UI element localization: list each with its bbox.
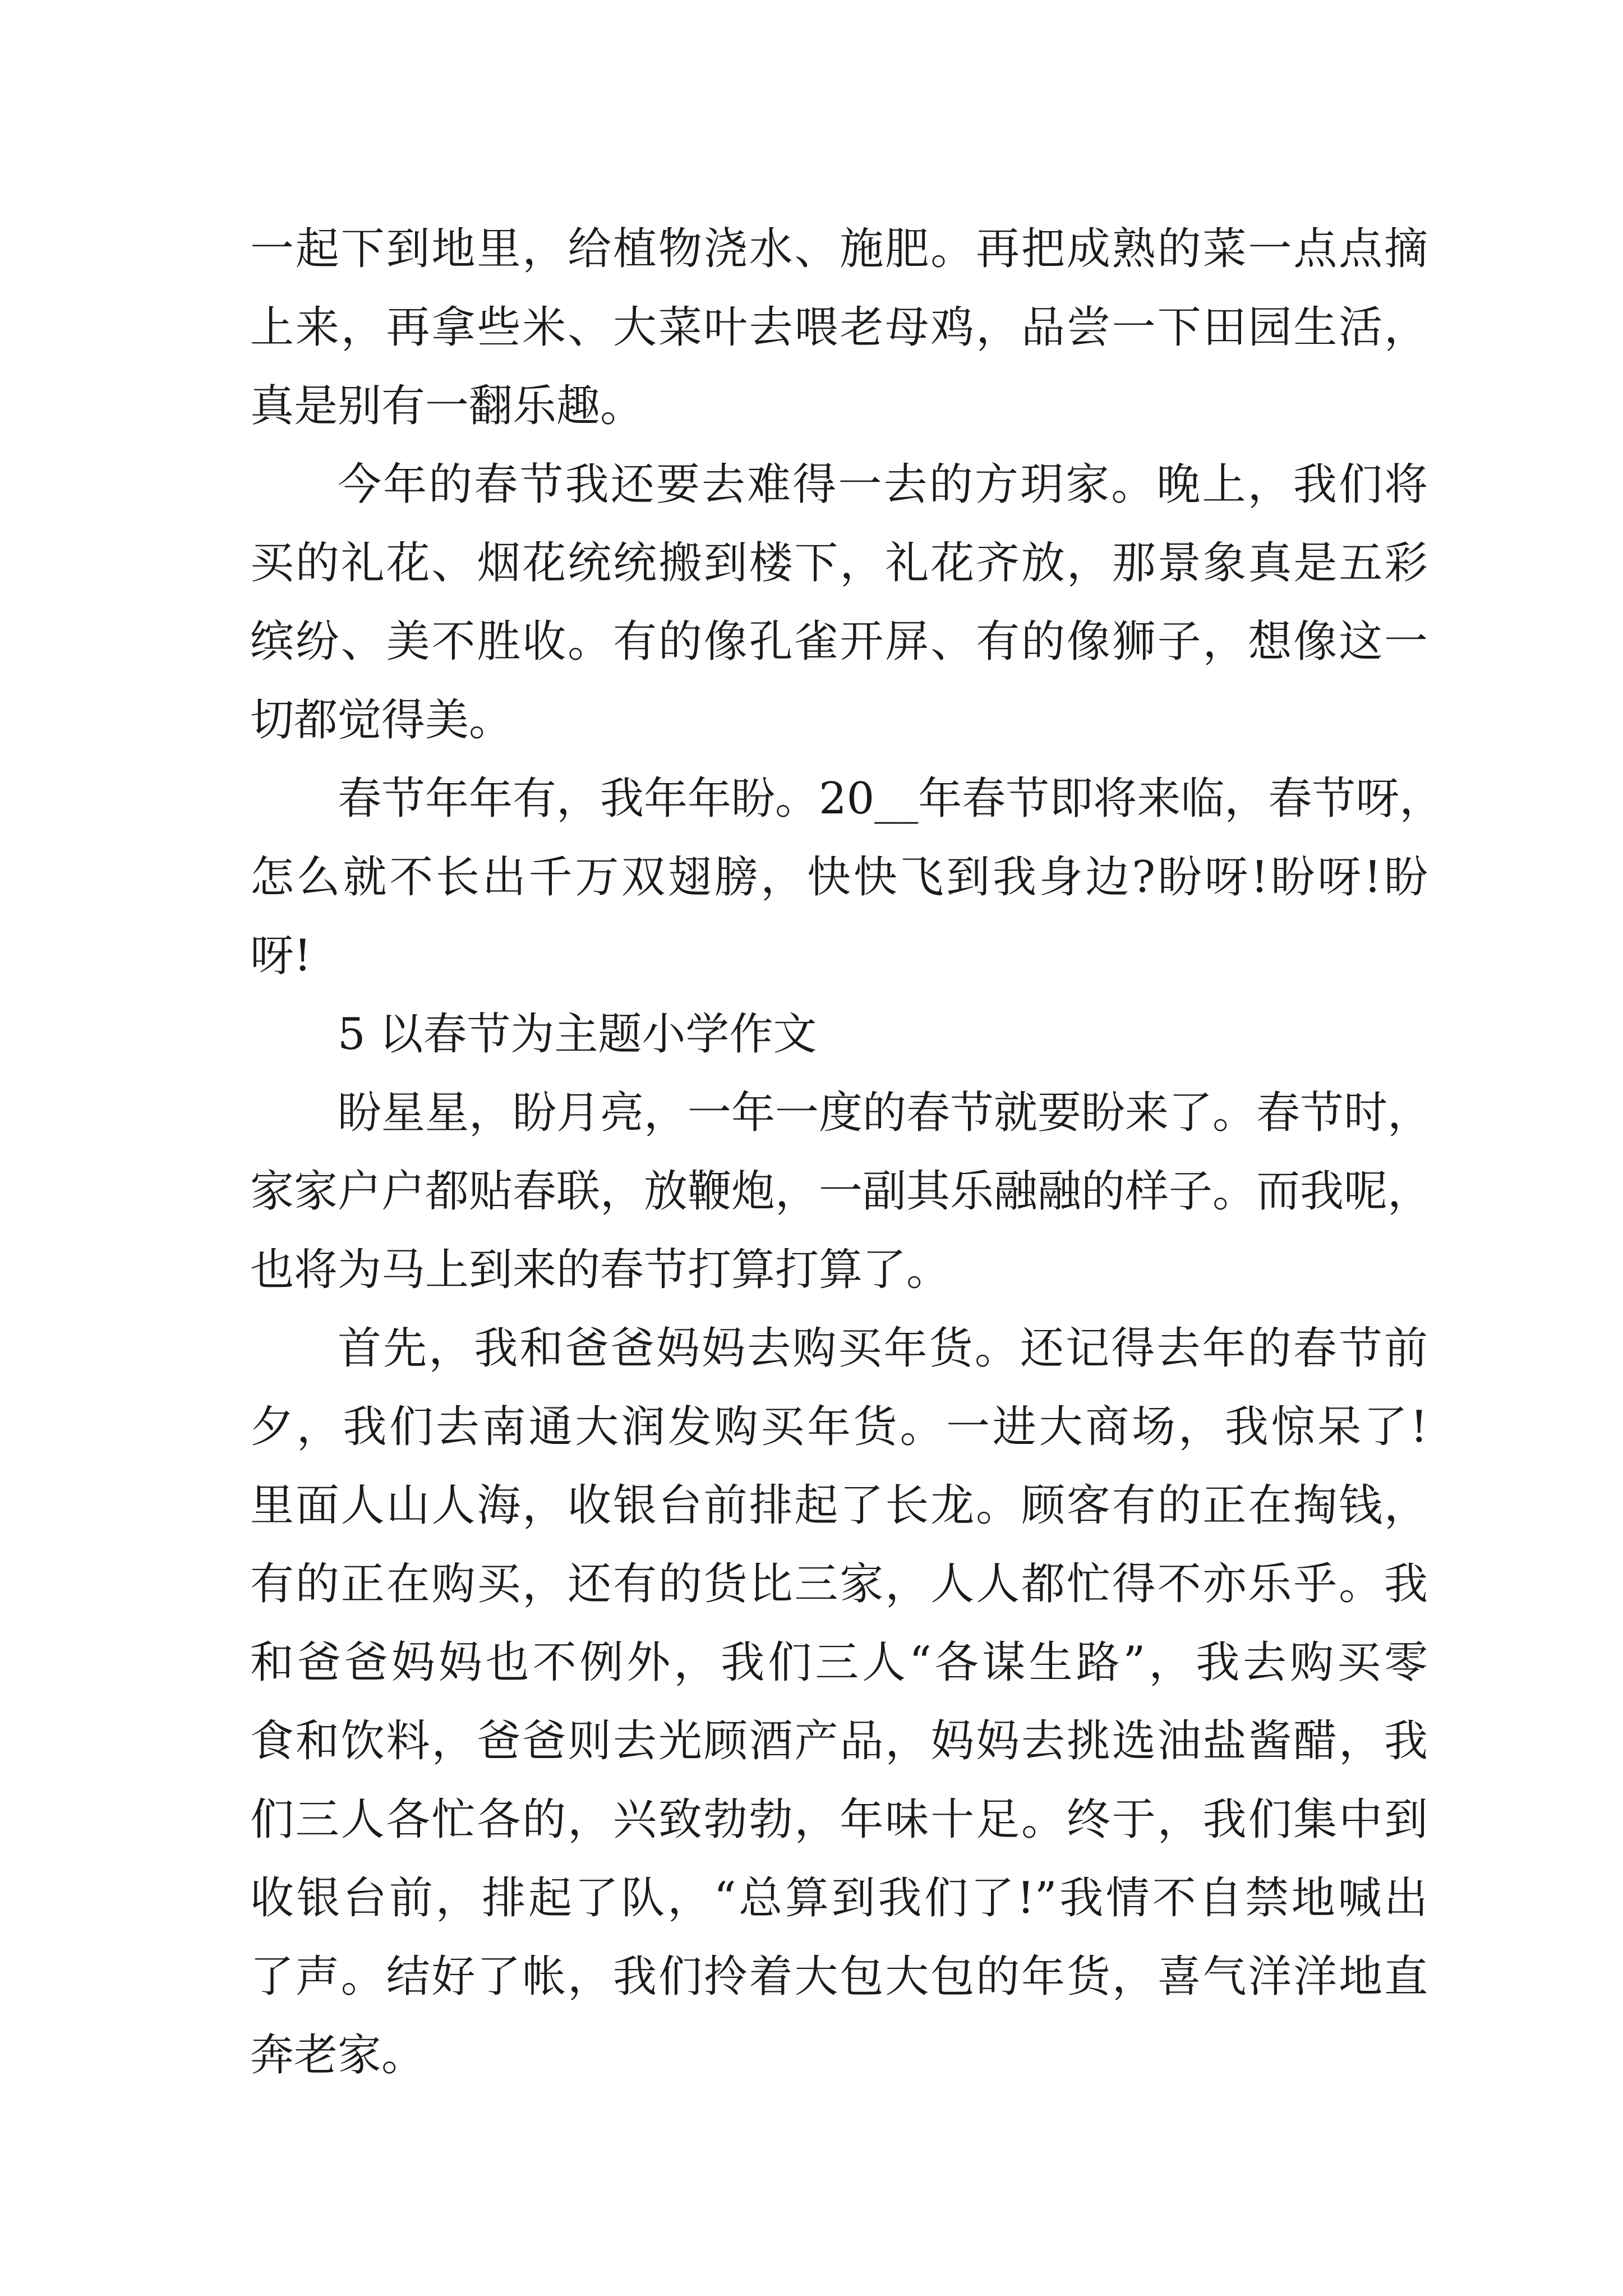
text-line: 里面人山人海，收银台前排起了长龙。顾客有的正在掏钱， — [250, 1480, 1428, 1531]
text-line: 缤纷、美不胜收。有的像孔雀开屏、有的像狮子，想像这一 — [250, 616, 1428, 667]
section-heading: 5 以春节为主题小学作文 — [338, 1009, 817, 1060]
text-line: 切都觉得美。 — [250, 695, 513, 746]
text-line: 收银台前，排起了队，“总算到我们了!”我情不自禁地喊出 — [250, 1873, 1428, 1924]
text-line: 呀! — [250, 931, 312, 981]
text-line: 买的礼花、烟花统统搬到楼下，礼花齐放，那景象真是五彩 — [250, 538, 1428, 588]
essay-body — [250, 210, 1444, 2095]
text-line: 一起下到地里，给植物浇水、施肥。再把成熟的菜一点点摘 — [250, 224, 1428, 274]
text-line: 食和饮料，爸爸则去光顾酒产品，妈妈去挑选油盐酱醋，我 — [250, 1716, 1428, 1766]
text-line: 有的正在购买，还有的货比三家，人人都忙得不亦乐乎。我 — [250, 1559, 1428, 1609]
text-line: 奔老家。 — [250, 2030, 426, 2081]
text-line: 上来，再拿些米、大菜叶去喂老母鸡，品尝一下田园生活， — [250, 302, 1428, 353]
paragraph-first-line: 盼星星，盼月亮，一年一度的春节就要盼来了。春节时， — [338, 1088, 1432, 1138]
text-line: 和爸爸妈妈也不例外，我们三人“各谋生路”，我去购买零 — [250, 1637, 1428, 1688]
text-line: 夕，我们去南通大润发购买年货。一进大商场，我惊呆了! — [250, 1402, 1428, 1452]
text-line: 怎么就不长出千万双翅膀，快快飞到我身边?盼呀!盼呀!盼 — [250, 852, 1428, 903]
text-line: 们三人各忙各的，兴致勃勃，年味十足。终于，我们集中到 — [250, 1795, 1428, 1845]
text-line: 家家户户都贴春联，放鞭炮，一副其乐融融的样子。而我呢， — [250, 1166, 1432, 1217]
paragraph-first-line: 春节年年有，我年年盼。20__年春节即将来临，春节呀， — [338, 774, 1444, 824]
text-line: 真是别有一翻乐趣。 — [250, 381, 644, 431]
text-line: 了声。结好了帐，我们拎着大包大包的年货，喜气洋洋地直 — [250, 1952, 1428, 2002]
text-line: 也将为马上到来的春节打算打算了。 — [250, 1245, 951, 1295]
paragraph-first-line: 今年的春节我还要去难得一去的方玥家。晚上，我们将 — [338, 459, 1428, 510]
paragraph-first-line: 首先，我和爸爸妈妈去购买年货。还记得去年的春节前 — [338, 1323, 1428, 1374]
